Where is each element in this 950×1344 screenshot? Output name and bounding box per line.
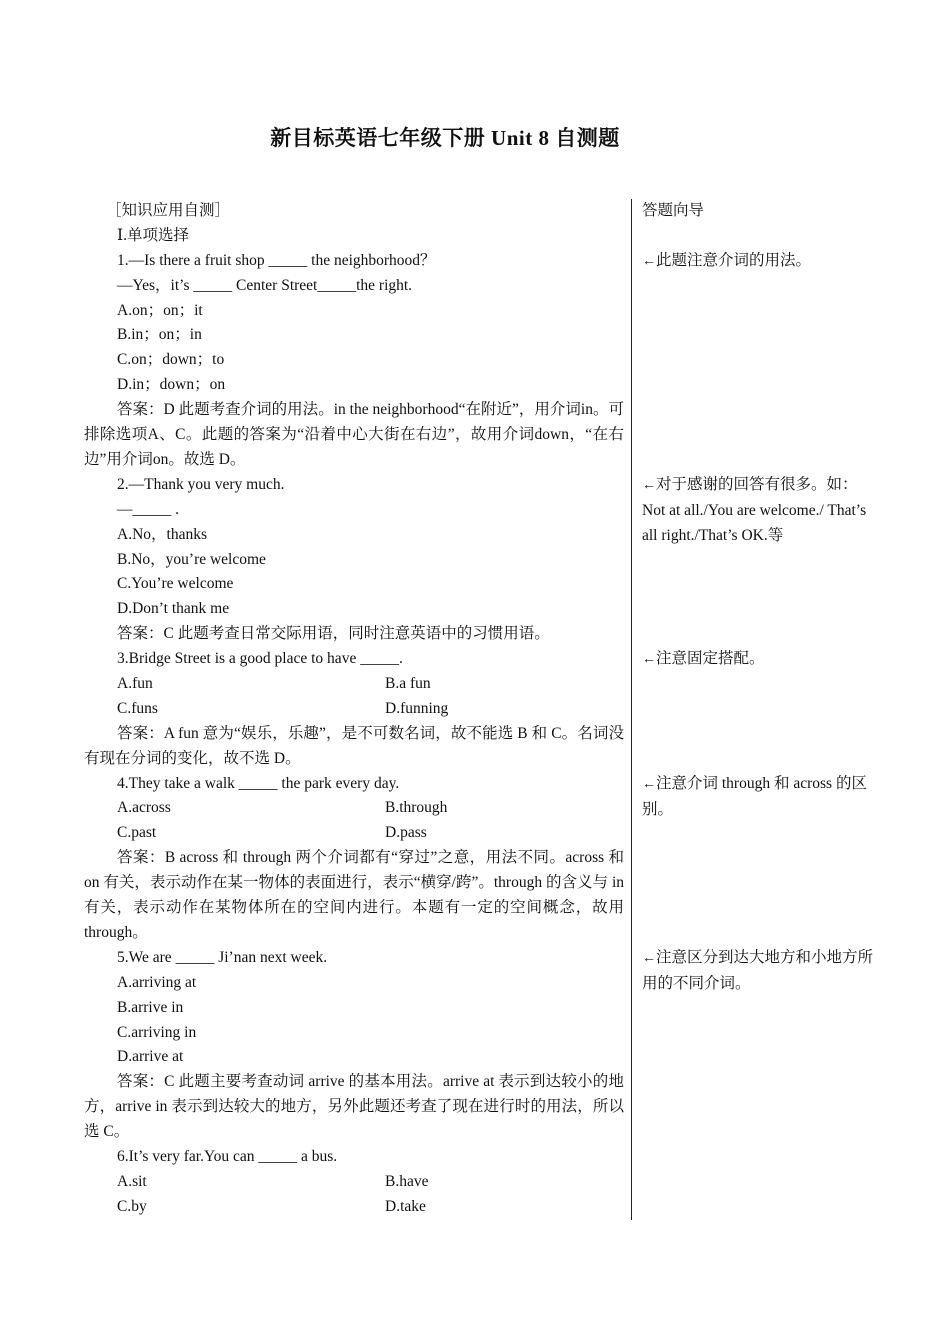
q3-options-row-2 xyxy=(84,697,624,722)
page-title: 新目标英语七年级下册 Unit 8 自测题 xyxy=(270,126,620,150)
q4-option-d: D.pass xyxy=(385,824,427,842)
q2-stem: 2.—Thank you very much. xyxy=(117,475,285,493)
left-arrow-icon: ← xyxy=(642,652,656,668)
q6-option-a: A.sit xyxy=(117,1172,147,1190)
guide-hint-q2: ←对于感谢的回答有很多。如：Not at all./You are welcome./ That’s all right./That’s OK.等 xyxy=(642,475,867,544)
q2-answer: 答案：C 此题考查日常交际用语，同时注意英语中的习惯用语。 xyxy=(117,625,550,643)
q4-option-a: A.across xyxy=(117,799,171,817)
q5-answer: 答案：C 此题主要考查动词 arrive 的基本用法。arrive at 表示到达较小的地方，arrive in 表示到达较大的地方，另外此题还考查了现在进行时的用法，所以选 C。 xyxy=(84,1073,624,1141)
q3-answer: 答案：A fun 意为“娱乐，乐趣”，是不可数名词，故不能选 B 和 C。名词没有现在分词的变化，故不选 D。 xyxy=(84,724,624,767)
q1-answer: 答案：D 此题考查介词的用法。in the neighborhood“在附近”，用介词in。可排除选项A、C。此题的答案为“沿着中心大街在右边”，故用介词down，“在右边”用介词on。故选 D。 xyxy=(84,401,624,468)
q3-option-a: A.fun xyxy=(117,674,153,692)
left-arrow-icon: ← xyxy=(642,477,656,493)
q6-options-row-1 xyxy=(84,1170,624,1195)
q5-option-d: D.arrive at xyxy=(117,1048,184,1066)
q5-stem: 5.We are _____ Ji’nan next week. xyxy=(117,948,328,966)
q1-option-a: A.on；on；it xyxy=(117,301,203,319)
q1-stem: 1.—Is there a fruit shop _____ the neighborhood？ xyxy=(117,251,436,269)
q5-option-a: A.arriving at xyxy=(117,973,197,991)
q4-option-c: C.past xyxy=(117,824,157,842)
left-arrow-icon: ← xyxy=(642,776,656,792)
q3-stem: 3.Bridge Street is a good place to have _____. xyxy=(117,650,403,668)
q1-response: —Yes，it’s _____ Center Street_____the right. xyxy=(117,276,413,294)
q6-options-row-2 xyxy=(84,1195,624,1220)
q2-option-d: D.Don’t thank me xyxy=(117,600,230,618)
q4-option-b: B.through xyxy=(385,799,448,817)
q1-option-d: D.in；down；on xyxy=(117,376,226,394)
q6-stem: 6.It’s very far.You can _____ a bus. xyxy=(117,1148,338,1166)
q5-option-c: C.arriving in xyxy=(117,1023,197,1041)
q5-option-b: B.arrive in xyxy=(117,998,184,1016)
q3-option-c: C.funs xyxy=(117,699,158,717)
q2-option-b: B.No，you’re welcome xyxy=(117,550,266,568)
q4-options-row-1 xyxy=(84,796,624,821)
q3-options-row-1 xyxy=(84,672,624,697)
q6-option-b: B.have xyxy=(385,1172,429,1190)
column-divider xyxy=(631,199,632,1220)
guide-hint-q3: ←注意固定搭配。 xyxy=(642,650,765,668)
q3-option-d: D.funning xyxy=(385,699,449,717)
guide-heading: 答题向导 xyxy=(642,202,705,219)
q2-option-c: C.You’re welcome xyxy=(117,575,234,593)
q1-option-b: B.in；on；in xyxy=(117,326,202,344)
q2-response: —_____ . xyxy=(117,500,179,518)
section-heading: ［知识应用自测］ xyxy=(106,202,231,219)
guide-hint-q4: ←注意介词 through 和 across 的区别。 xyxy=(642,774,867,818)
left-arrow-icon: ← xyxy=(642,951,656,966)
q4-stem: 4.They take a walk _____ the park every day. xyxy=(117,774,400,792)
q1-option-c: C.on；down；to xyxy=(117,351,225,369)
questions-column xyxy=(84,199,624,1220)
q6-option-d: D.take xyxy=(385,1197,426,1215)
part-heading: Ⅰ.单项选择 xyxy=(117,226,189,244)
left-arrow-icon: ← xyxy=(642,253,656,269)
guide-hint-q5: ←注意区分到达大地方和小地方所用的不同介词。 xyxy=(642,949,874,992)
guide-hint-q1: ←此题注意介词的用法。 xyxy=(642,251,812,269)
q3-option-b: B.a fun xyxy=(385,674,431,692)
q4-options-row-2 xyxy=(84,821,624,846)
q4-answer: 答案：B across 和 through 两个介词都有“穿过”之意，用法不同。across 和 on 有关，表示动作在某一物体的表面进行，表示“横穿/跨”。through 的含义与 in 有关，表示动作在某物体所在的空间内进行。本题有一定的空间概念，故用 through。 xyxy=(84,849,624,941)
q6-option-c: C.by xyxy=(117,1197,147,1215)
q2-option-a: A.No，thanks xyxy=(117,525,207,543)
